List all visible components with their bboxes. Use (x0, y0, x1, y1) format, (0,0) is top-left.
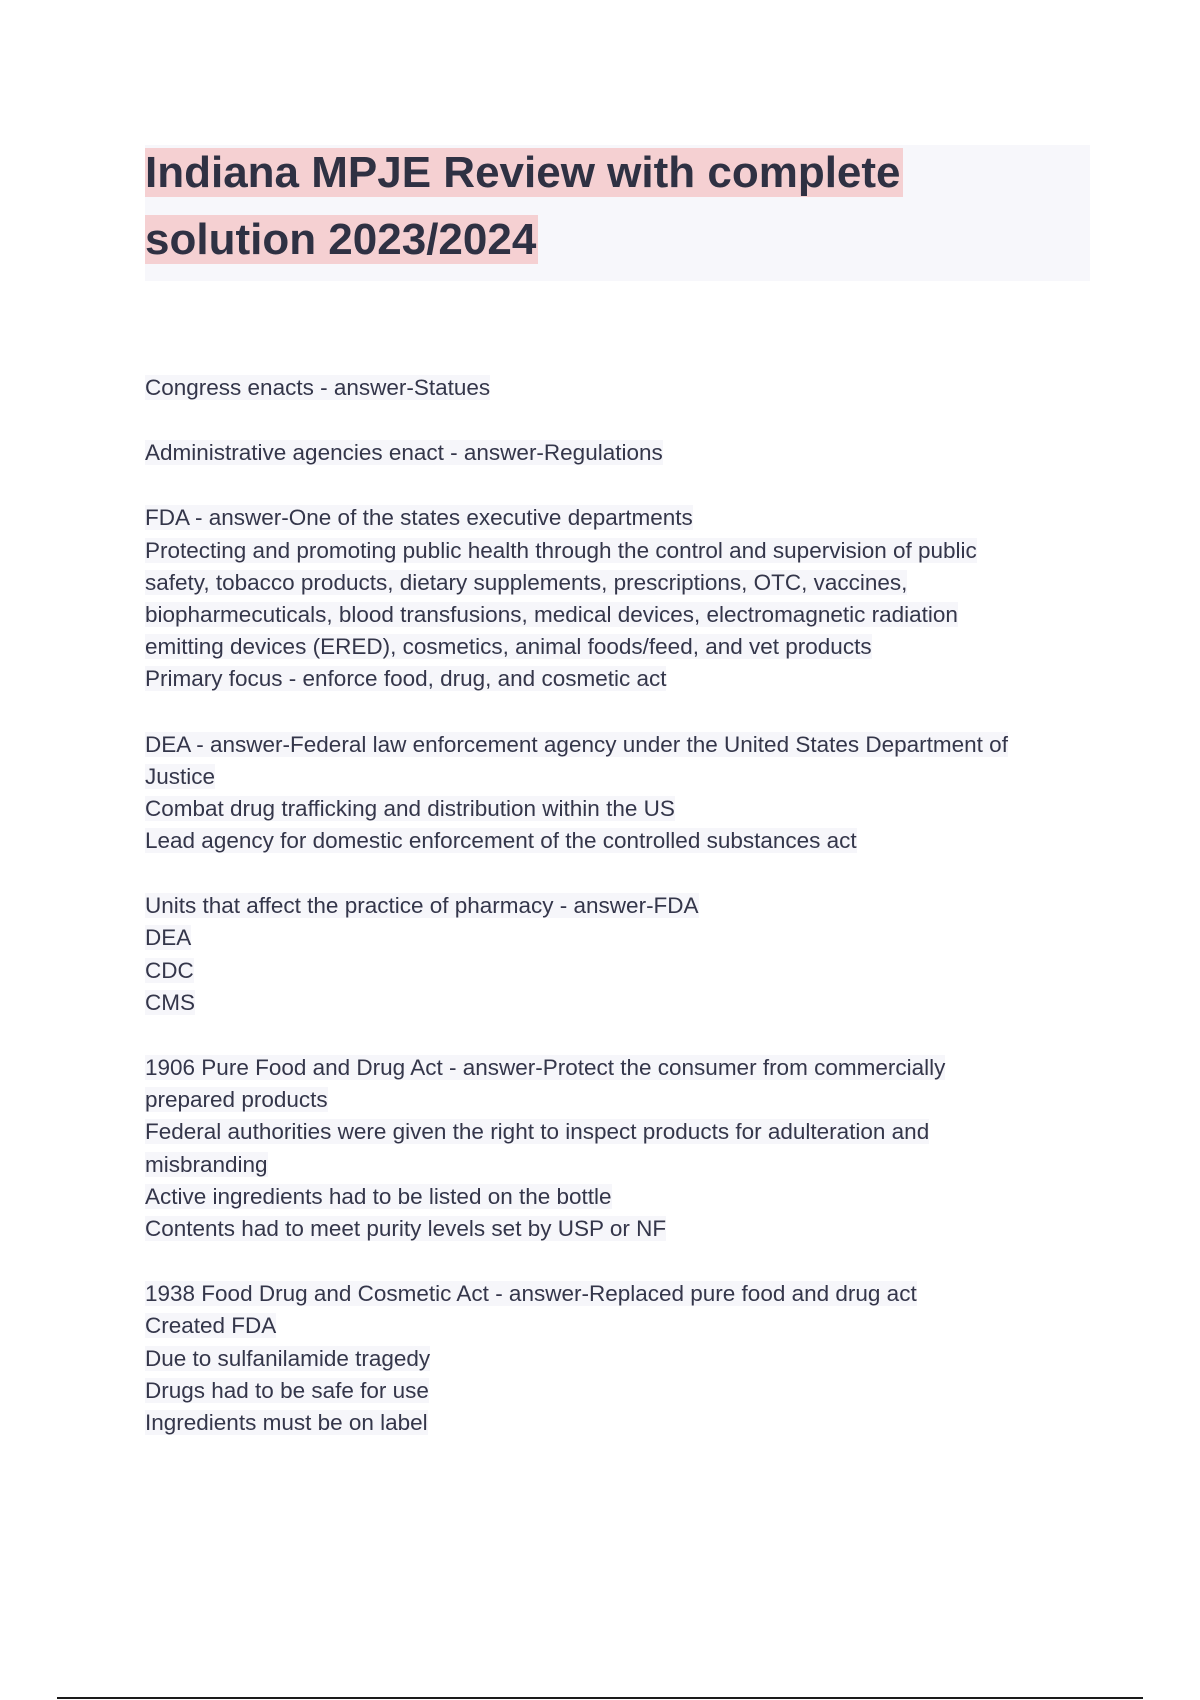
qa-line: Units that affect the practice of pharmacy - answer-FDA (145, 893, 699, 919)
qa-line: emitting devices (ERED), cosmetics, animal foods/feed, and vet products (145, 634, 872, 660)
qa-line: Due to sulfanilamide tragedy (145, 1345, 431, 1371)
qa-line: CDC (145, 957, 194, 983)
qa-line: prepared products (145, 1087, 328, 1113)
qa-line: 1938 Food Drug and Cosmetic Act - answer-Replaced pure food and drug act (145, 1281, 917, 1307)
qa-line: Ingredients must be on label (145, 1409, 428, 1435)
qa-item (145, 502, 1095, 695)
qa-line: DEA - answer-Federal law enforcement agency under the United States Department of (145, 731, 1008, 757)
document-title-line-2: solution 2023/2024 (145, 215, 537, 264)
qa-line: DEA (145, 925, 192, 951)
qa-line: Administrative agencies enact - answer-Regulations (145, 440, 663, 466)
qa-line: FDA - answer-One of the states executive departments (145, 505, 693, 531)
title-block (145, 145, 1090, 281)
qa-line: safety, tobacco products, dietary supplements, prescriptions, OTC, vaccines, (145, 569, 908, 595)
qa-line: misbranding (145, 1151, 268, 1177)
qa-line: Protecting and promoting public health through the control and supervision of public (145, 537, 977, 563)
qa-line: Primary focus - enforce food, drug, and cosmetic act (145, 666, 667, 692)
qa-item (145, 1278, 1095, 1439)
qa-line: Active ingredients had to be listed on the bottle (145, 1183, 612, 1209)
qa-line: Contents had to meet purity levels set by USP or NF (145, 1215, 667, 1241)
qa-line: 1906 Pure Food and Drug Act - answer-Protect the consumer from commercially (145, 1055, 946, 1080)
qa-line: Created FDA (145, 1313, 277, 1339)
qa-item (145, 890, 1095, 1019)
qa-line: Combat drug trafficking and distribution within the US (145, 795, 675, 821)
document-title-line-1: Indiana MPJE Review with complete (145, 148, 901, 197)
footer-divider (57, 1697, 1143, 1699)
qa-line: Drugs had to be safe for use (145, 1377, 429, 1403)
qa-item (145, 437, 1095, 469)
qa-line: Justice (145, 763, 216, 789)
qa-line: Lead agency for domestic enforcement of the controlled substances act (145, 828, 857, 854)
qa-line: Congress enacts - answer-Statues (145, 375, 491, 400)
qa-item (145, 729, 1095, 858)
qa-list (145, 372, 1095, 1472)
qa-item (145, 1052, 1095, 1245)
qa-line: CMS (145, 989, 195, 1015)
qa-line: biopharmecuticals, blood transfusions, medical devices, electromagnetic radiation (145, 601, 958, 627)
qa-line: Federal authorities were given the right to inspect products for adulteration and (145, 1119, 930, 1145)
qa-item (145, 372, 1095, 404)
